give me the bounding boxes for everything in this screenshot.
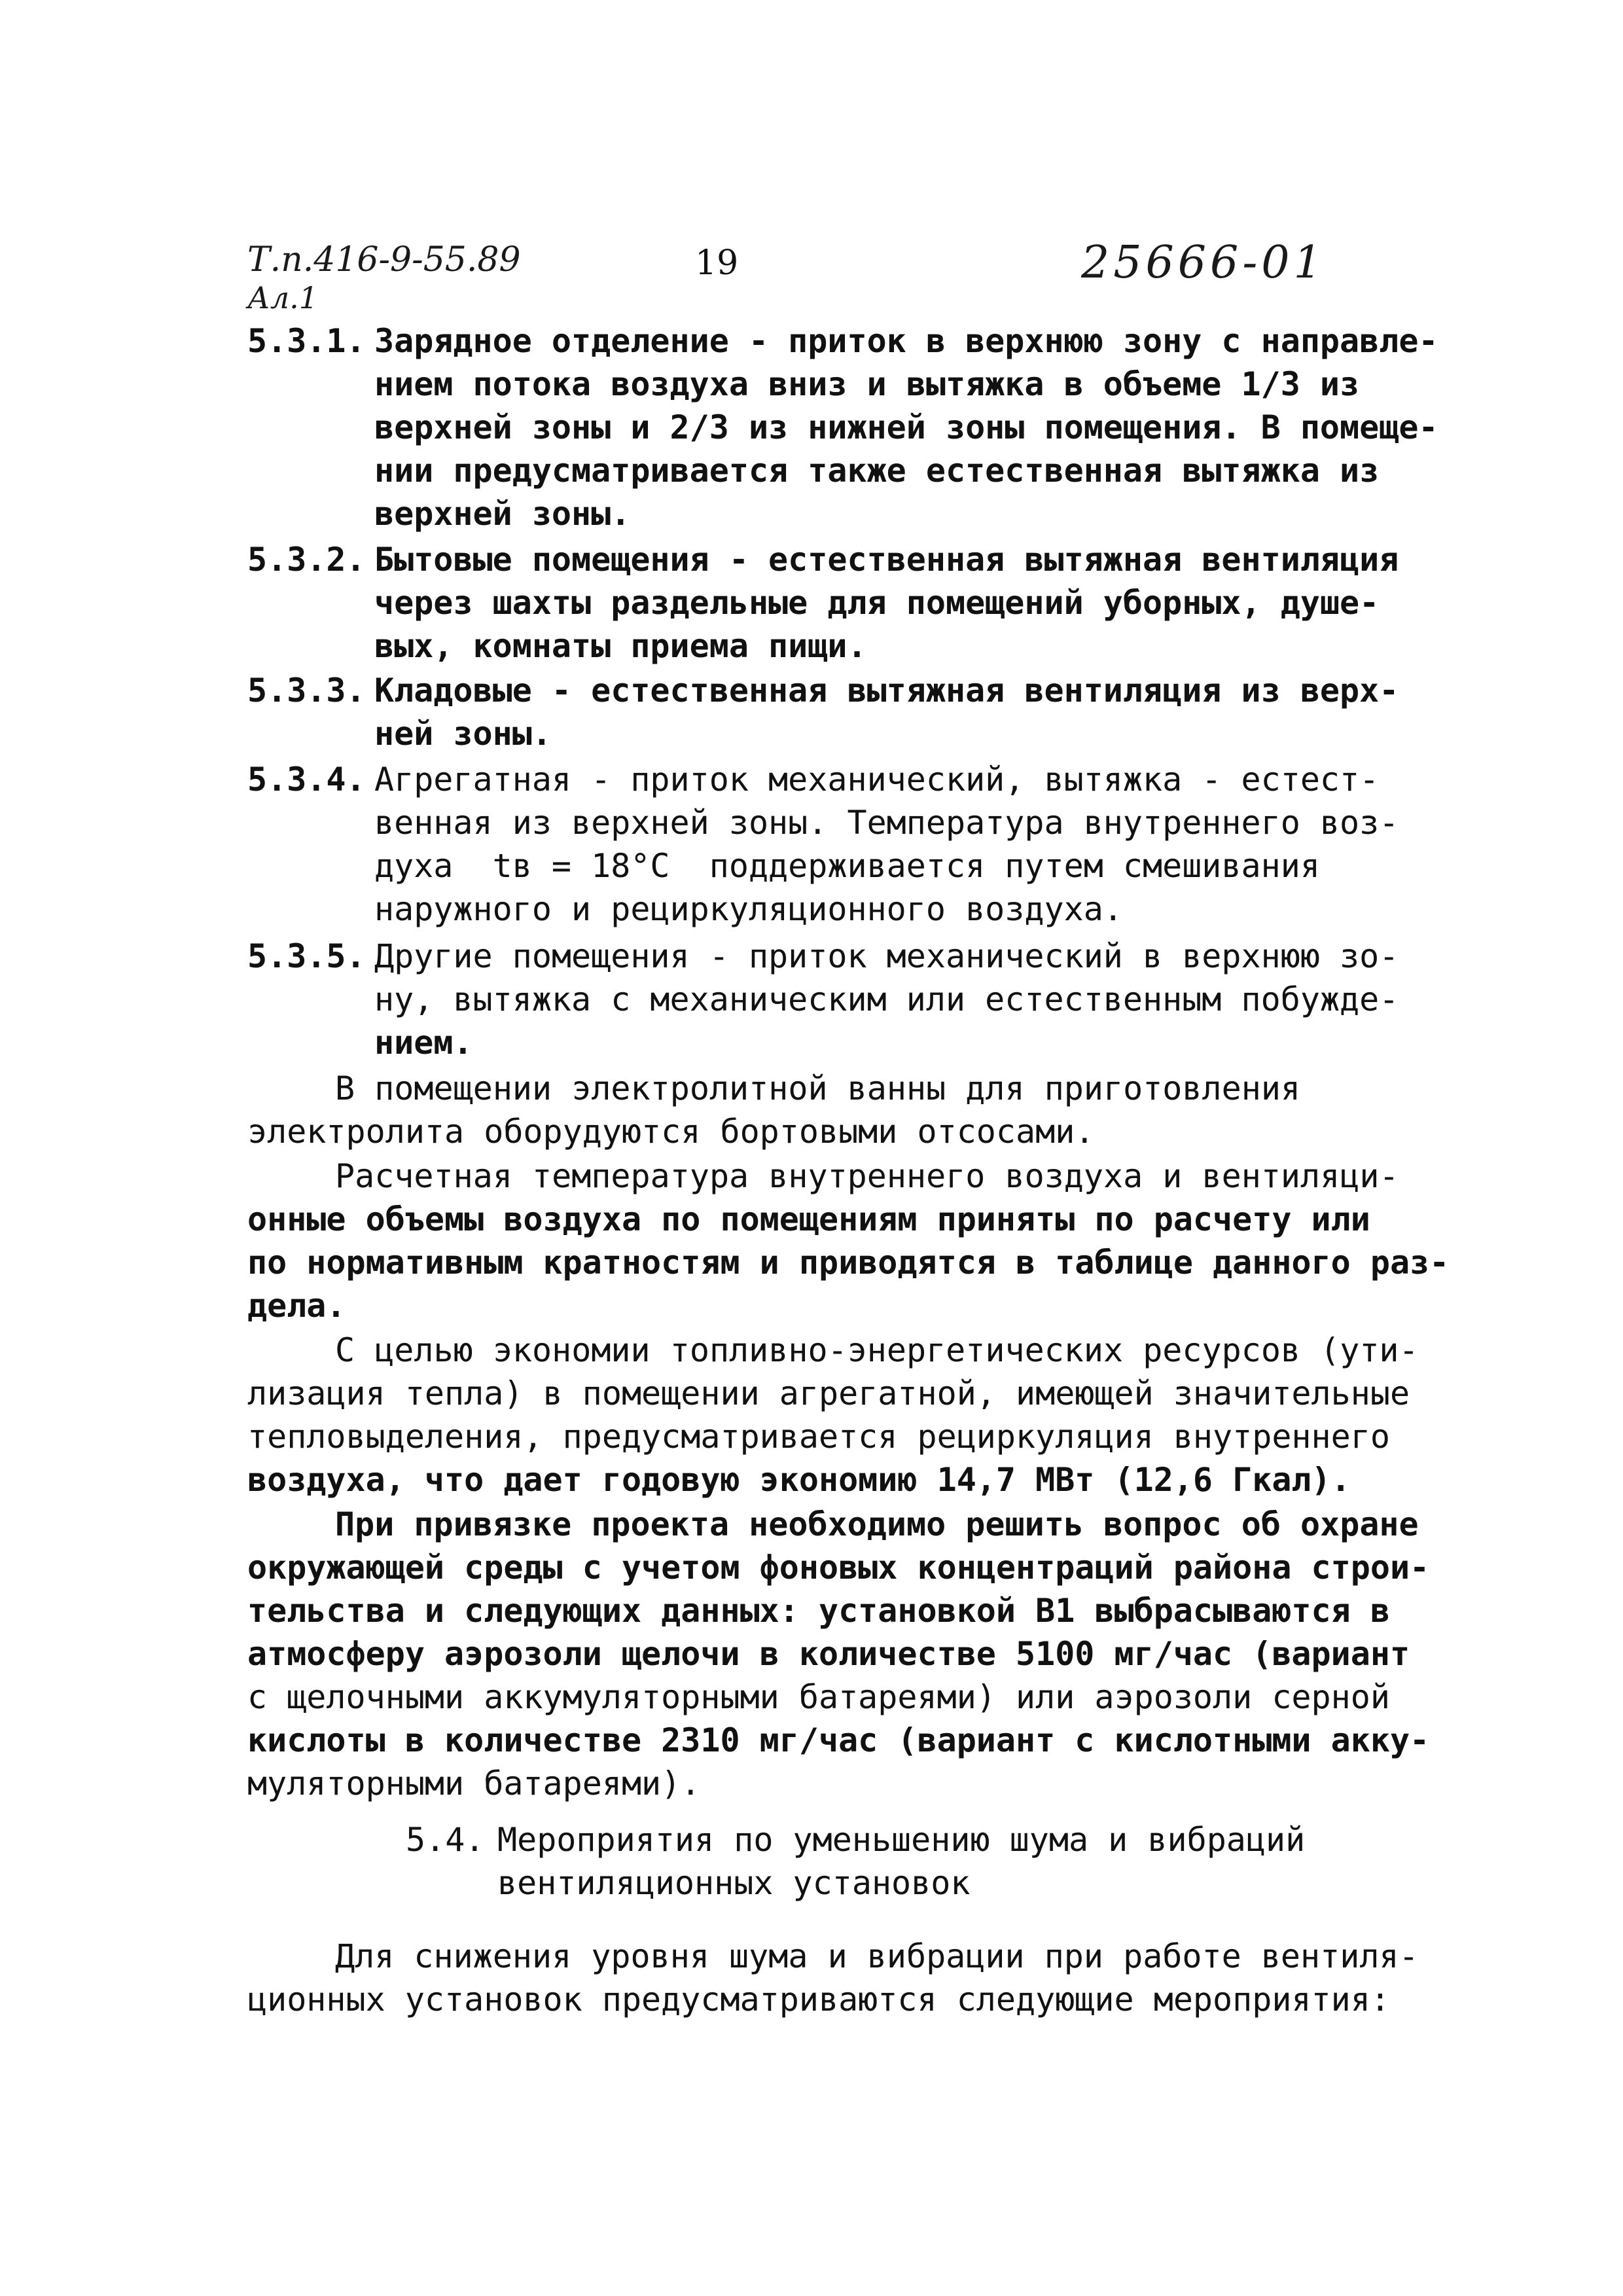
text-line: тепловыделения, предусматривается рециркуляция внутреннего [247,1418,1390,1456]
text-line: Агрегатная - приток механический, вытяжка - естест- [374,761,1380,798]
text-line: Расчетная температура внутреннего воздуха и вентиляци- [335,1157,1399,1195]
section-title: Мероприятия по уменьшению шума и вибраций [497,1821,1306,1859]
text-line: тельства и следующих данных: установкой В1 выбрасываются в [247,1592,1390,1630]
text-line: При привязке проекта необходимо решить вопрос об охране [335,1505,1419,1543]
text-line: электролита оборудуются бортовыми отсосами. [247,1113,1095,1151]
text-line: по нормативным кратностям и приводятся в таблице данного раз- [247,1244,1450,1282]
text-line: наружного и рециркуляционного воздуха. [374,890,1123,928]
document-code [247,241,521,317]
text-line: Кладовые - естественная вытяжная вентиляция из верх- [374,672,1399,709]
text-line: атмосферу аэрозоли щелочи в количестве 5100 мг/час (вариант [247,1635,1410,1673]
document-code-line2: Ал.1 [247,280,319,315]
text-line: окружающей среды с учетом фоновых концентраций района строи- [247,1549,1430,1587]
text-line: С целью экономии топливно-энергетических ресурсов (ути- [335,1331,1419,1369]
page-number: 19 [695,243,739,283]
text-line: Бытовые помещения - естественная вытяжная вентиляция [374,541,1399,579]
text-line: кислоты в количестве 2310 мг/час (вариант с кислотными акку- [247,1721,1430,1759]
text-line: венная из верхней зоны. Температура внутреннего воз- [374,804,1399,842]
text-line: верхней зоны и 2/3 из нижней зоны помещения. В помеще- [374,408,1438,446]
text-line: В помещении электролитной ванны для приготовления [335,1069,1301,1107]
text-line: вых, комнаты приема пищи. [374,627,867,665]
text-line: нием. [374,1024,473,1062]
section-title: вентиляционных установок [497,1864,971,1902]
text-line: нием потока воздуха вниз и вытяжка в объеме 1/3 из [374,365,1360,403]
text-line: Для снижения уровня шума и вибрации при работе вентиля- [335,1937,1419,1975]
text-line: верхней зоны. [374,495,631,533]
item-number: 5.3.4. [247,761,366,798]
text-line: через шахты раздельные для помещений уборных, душе- [374,584,1380,622]
item-number: 5.3.5. [247,937,366,975]
text-line: онные объемы воздуха по помещениям приняты по расчету или [247,1200,1370,1238]
text-line: нии предусматривается также естественная вытяжка из [374,452,1380,490]
text-line: муляторными батареями). [247,1765,701,1803]
text-line: Зарядное отделение - приток в верхнюю зону с направле- [374,322,1438,360]
document-code-line1: Т.п.416-9-55.89 [247,240,521,279]
registration-number: 25666-01 [1081,237,1326,289]
item-number: 5.3.2. [247,541,366,579]
text-line: дела. [247,1287,346,1325]
item-number: 5.3.1. [247,322,366,360]
text-line: ну, вытяжка с механическим или естественным побужде- [374,980,1399,1018]
item-number: 5.3.3. [247,672,366,709]
text-line: с щелочными аккумуляторными батареями) или аэрозоли серной [247,1678,1390,1716]
text-line: воздуха, что дает годовую экономию 14,7 МВт (12,6 Гкал). [247,1461,1351,1499]
section-number: 5.4. [406,1821,485,1859]
text-line: ционных установок предусматриваются следующие мероприятия: [247,1981,1390,2018]
text-line: ней зоны. [374,715,552,753]
text-line: лизация тепла) в помещении агрегатной, имеющей значительные [247,1374,1410,1412]
text-line: духа tв = 18°С поддерживается путем смешивания [374,847,1320,885]
text-line: Другие помещения - приток механический в верхнюю зо- [374,937,1399,975]
